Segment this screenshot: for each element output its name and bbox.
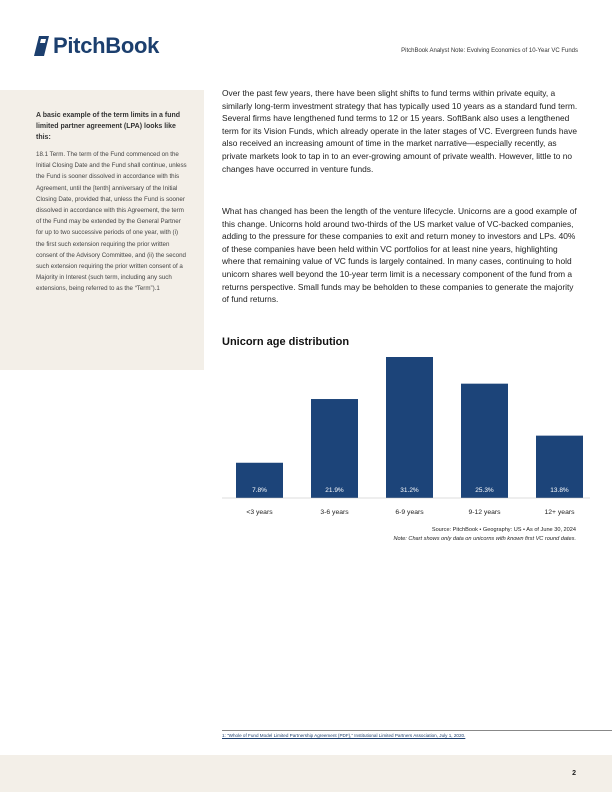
category-label-0: <3 years — [246, 509, 273, 516]
category-label-1: 3-6 years — [320, 509, 349, 516]
header-note-title: PitchBook Analyst Note: Evolving Economics of 10-Year VC Funds — [401, 48, 578, 54]
sidebar-title: A basic example of the term limits in a fund limited partner agreement (LPA) looks like this: — [36, 112, 181, 141]
footnote-divider — [222, 730, 612, 731]
page-number: 2 — [572, 770, 576, 777]
bar-data-label-4: 13.8% — [550, 487, 569, 494]
footnote-link[interactable]: 1: “Whole of Fund Model Limited Partnership Agreement (PDF),” Institutional Limited Partners Association, July 1, 2020. — [222, 733, 466, 738]
bar-3 — [461, 384, 508, 498]
footer-band — [0, 755, 612, 792]
bar-1 — [311, 399, 358, 498]
body-paragraph-1: Over the past few years, there have been slight shifts to fund terms within private equity, a similarly long-term investment strategy that has typically used 10 years as a standard fund term. Several firms have lengthened fund terms to 12 or 15 years. SoftBank also uses a lengthened term for its Vision Funds, which already operate in the later stages of VC. Evergreen funds have also received an increasing amount of time in the market narrative—especially recently, as private markets look to tap in to an ever-growing amount of private wealth. However, little to no changes have occurred in venture funds. — [222, 88, 578, 174]
pitchbook-logo — [33, 33, 159, 59]
sidebar-body: 18.1 Term. The term of the Fund commenced on the Initial Closing Date and the Fund shall continue, unless the Fund is sooner dissolved in accordance with this Agreement, until the [tenth] anniversary of the Initial Closing Date, provided that, unless the Fund is sooner dissolved in accordance with this Agreement, the term of the Fund may be extended by the General Partner for up to two successive periods of one year, with (i) the first such extension requiring the prior written consent of the Advisory Committee, and (ii) the second such extension requiring the prior written consent of a Majority in Interest (such term, including any such extensions, being referred to as the “Term”).1 — [36, 151, 187, 293]
category-label-4: 12+ years — [544, 509, 575, 516]
bar-2 — [386, 357, 433, 498]
category-label-2: 6-9 years — [395, 509, 424, 516]
bar-data-label-3: 25.3% — [475, 487, 494, 494]
body-paragraph-2: What has changed has been the length of the venture lifecycle. Unicorns are a good example of this change. Unicorns hold around two-thirds of the US market value of VC-backed companies, adding to the pressure for these companies to exit and return money to investors and LPs. 40% of these companies have been held within VC portfolios for at least nine years, highlighting where that remaining value of VC funds is largely contained. In many cases, continuing to hold unicorn shares well beyond the 10-year term limit is a necessary component of the fund from a returns perspective. Small funds may be beholden to these companies to generate the majority of fund returns. — [222, 206, 577, 305]
unicorn-age-bar-chart — [210, 352, 590, 522]
pitchbook-logo-icon — [33, 35, 50, 57]
bar-data-label-2: 31.2% — [400, 487, 419, 494]
chart-note: Note: Chart shows only data on unicorns with known first VC round dates. — [393, 536, 576, 542]
chart-title: Unicorn age distribution — [222, 336, 350, 348]
bar-data-label-1: 21.9% — [325, 487, 344, 494]
bar-data-label-0: 7.8% — [252, 487, 267, 494]
category-label-3: 9-12 years — [468, 509, 501, 516]
sidebar-callout — [0, 90, 204, 370]
logo-text: PitchBook — [53, 33, 160, 58]
chart-source: Source: PitchBook • Geography: US • As of June 30, 2024 — [431, 527, 576, 533]
